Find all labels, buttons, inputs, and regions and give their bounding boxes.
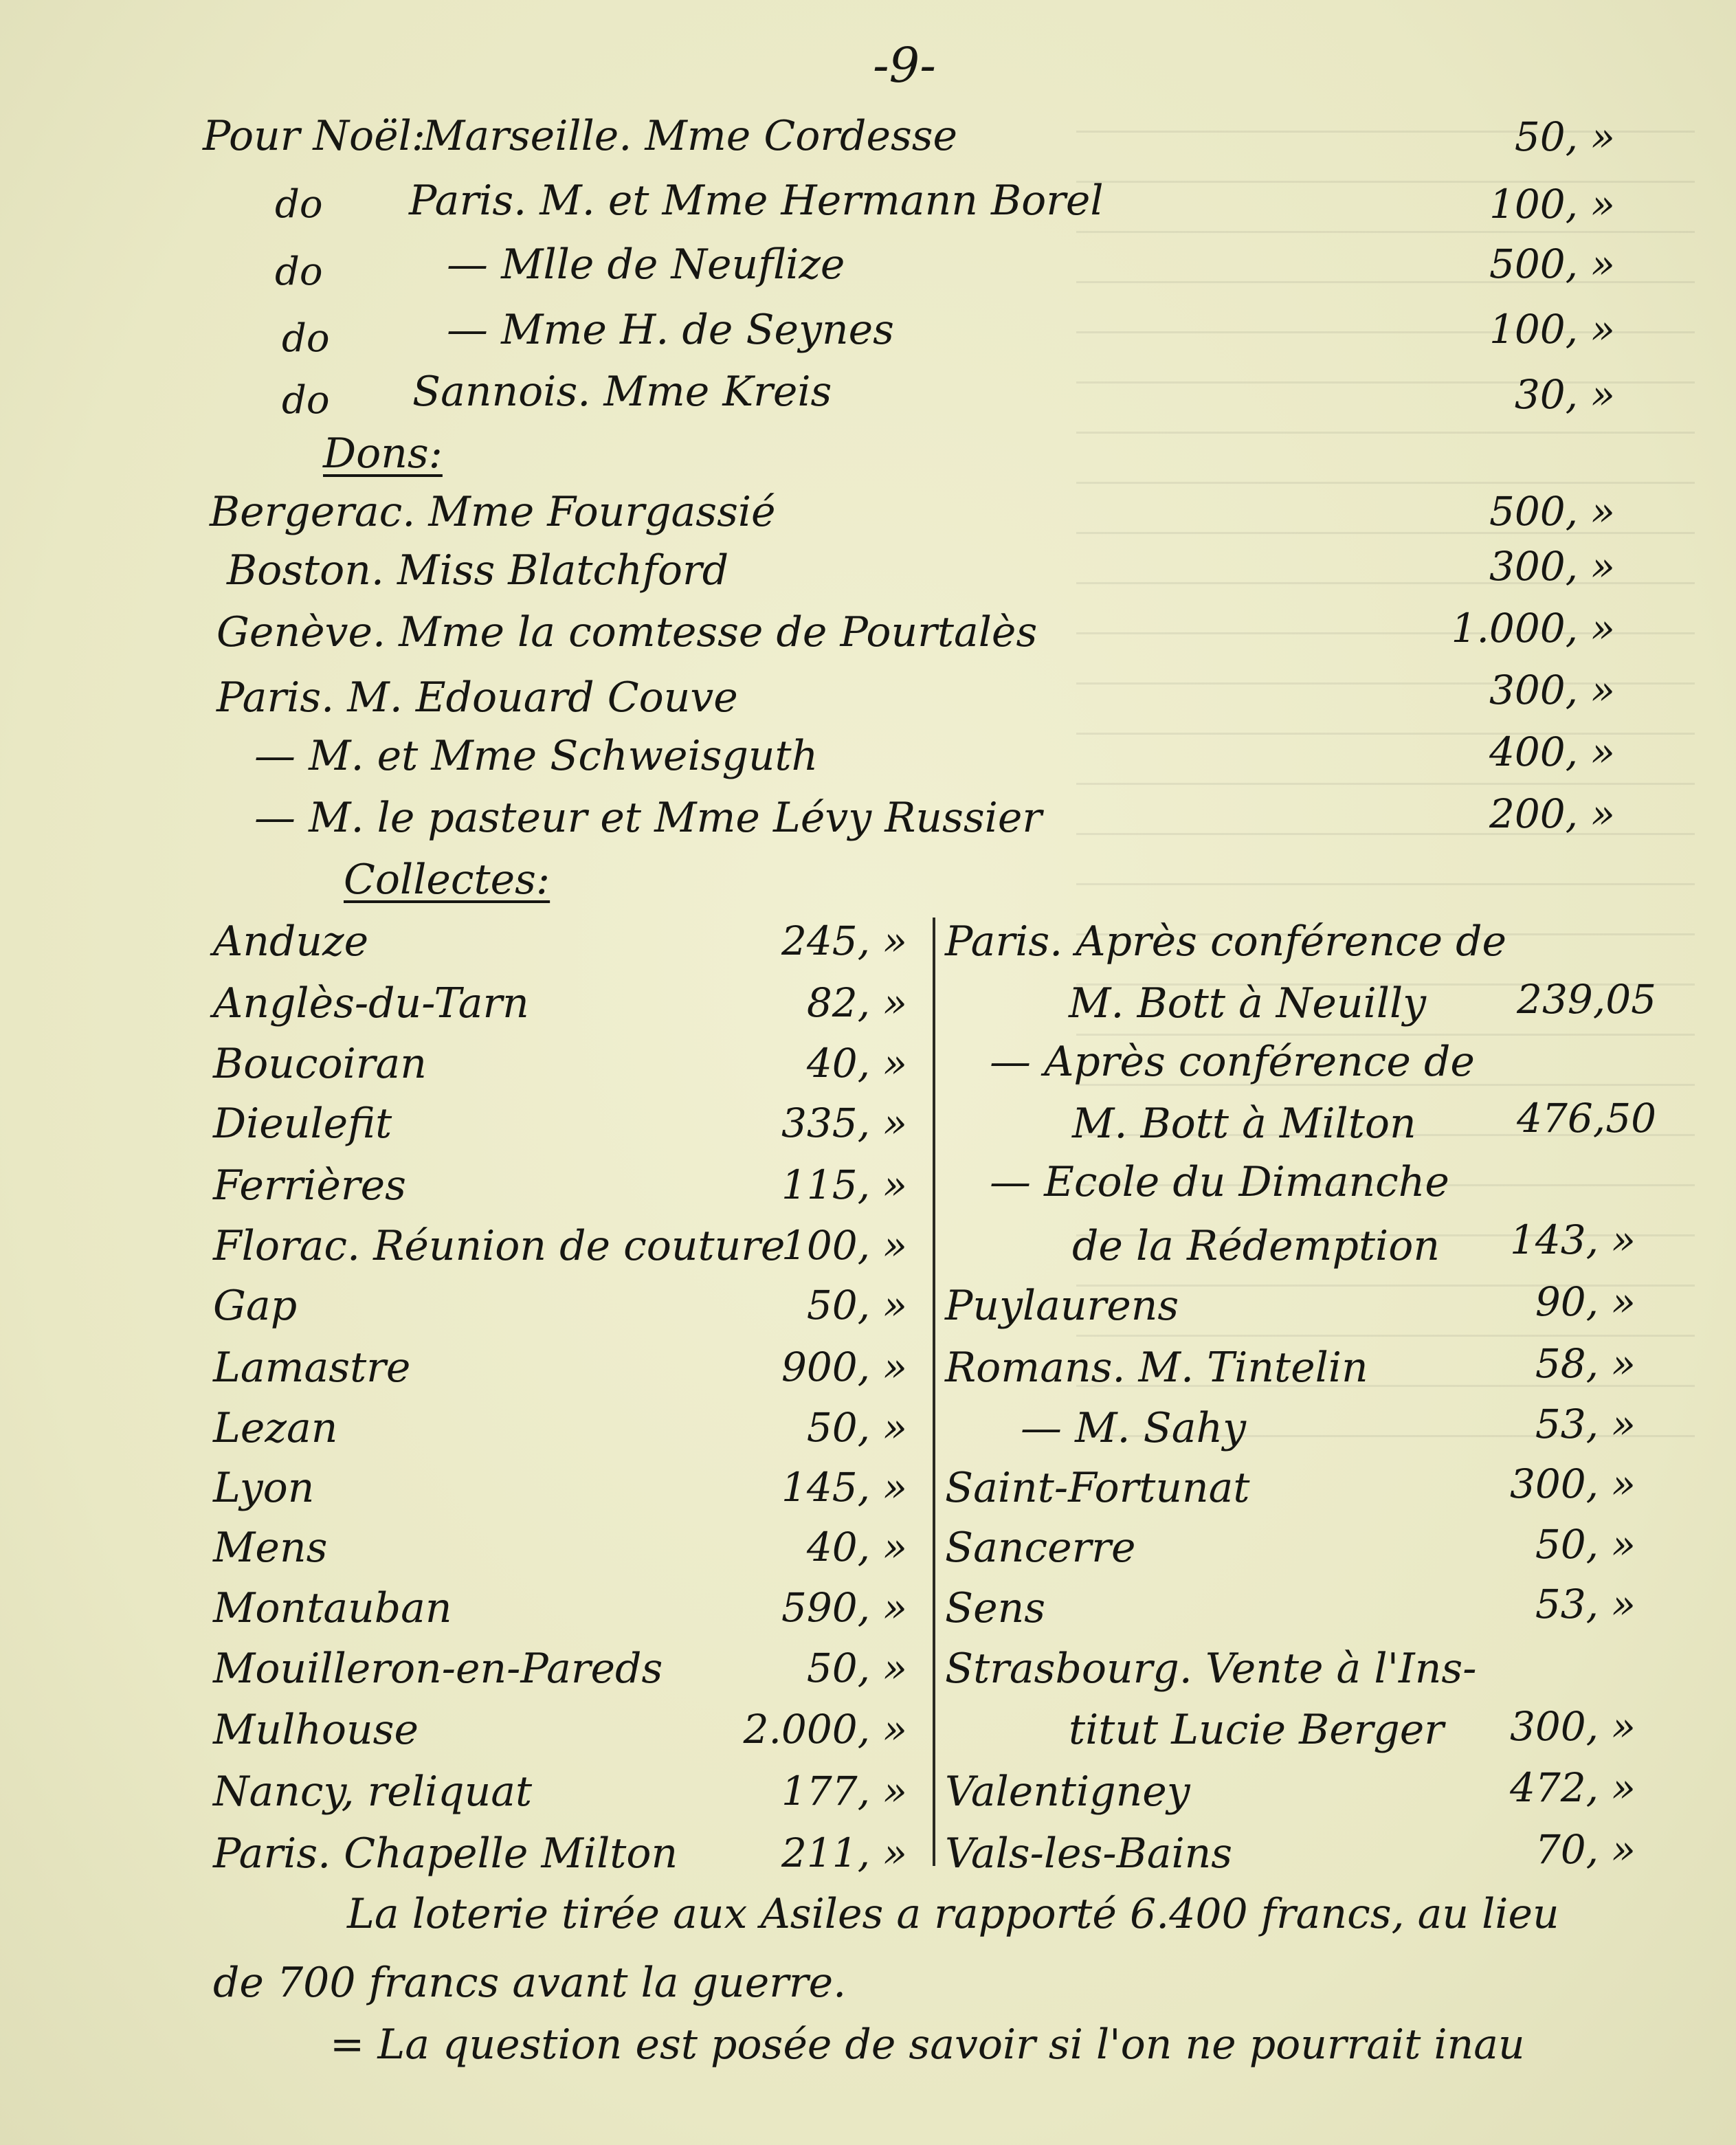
collecte-amount: 53, » (1535, 1581, 1636, 1627)
collecte-name: de la Rédemption (1072, 1222, 1440, 1270)
collecte-name: Valentigney (945, 1768, 1190, 1816)
ditto-mark: do (282, 378, 330, 423)
collecte-name: Anglès-du-Tarn (213, 979, 529, 1027)
noel-row-text: Paris. M. et Mme Hermann Borel (409, 177, 1104, 225)
don-row-text: Paris. M. Edouard Couve (216, 674, 738, 722)
collecte-amount: 70, » (1535, 1826, 1636, 1873)
collecte-name: Vals-les-Bains (945, 1830, 1233, 1878)
collecte-name: Lezan (213, 1404, 338, 1452)
collecte-amount: 40, » (806, 1040, 907, 1087)
collecte-name: Puylaurens (945, 1282, 1179, 1330)
collecte-amount: 50, » (806, 1404, 907, 1451)
collecte-amount: 211, » (781, 1830, 907, 1876)
collecte-name: Sens (945, 1584, 1046, 1632)
collecte-name: Ferrières (213, 1162, 406, 1210)
collecte-name: — M. Sahy (1021, 1404, 1247, 1452)
don-row-text: Bergerac. Mme Fourgassié (210, 488, 776, 536)
noel-row-text: Marseille. Mme Cordesse (423, 112, 958, 160)
collecte-amount: 245, » (781, 918, 907, 964)
collecte-name: Sancerre (945, 1524, 1136, 1572)
collecte-amount: 40, » (806, 1524, 907, 1570)
don-row-amount: 400, » (1489, 729, 1615, 775)
collecte-name: Paris. Chapelle Milton (213, 1830, 678, 1878)
don-row-text: — M. et Mme Schweisguth (254, 732, 819, 780)
don-row-text: Boston. Miss Blatchford (227, 546, 729, 594)
collectes-header: Collectes: (344, 856, 550, 904)
collecte-amount: 58, » (1535, 1340, 1636, 1387)
collecte-name: Saint-Fortunat (945, 1464, 1250, 1512)
collecte-amount: 100, » (781, 1222, 907, 1269)
collecte-amount: 590, » (781, 1584, 907, 1631)
noel-row-amount: 100, » (1489, 181, 1615, 227)
noel-row-amount: 30, » (1514, 371, 1615, 418)
collecte-amount: 335, » (781, 1100, 907, 1146)
collecte-name: Dieulefit (213, 1100, 392, 1148)
page-number: -9- (873, 37, 936, 93)
don-row-amount: 200, » (1489, 790, 1615, 837)
collecte-amount: 115, » (781, 1162, 907, 1208)
collecte-amount: 90, » (1535, 1278, 1636, 1325)
collecte-name: — Après conférence de (990, 1038, 1475, 1086)
collecte-name: Mens (213, 1524, 328, 1572)
collecte-amount: 145, » (781, 1464, 907, 1511)
collecte-amount: 472, » (1509, 1764, 1636, 1811)
noel-row-amount: 100, » (1489, 306, 1615, 353)
closing-line-3: = La question est posée de savoir si l'on ne pourrait inau (330, 2021, 1525, 2069)
column-divider (933, 918, 935, 1866)
collecte-name: Anduze (213, 918, 369, 966)
collecte-name: — Ecole du Dimanche (990, 1158, 1449, 1206)
closing-line-2: de 700 francs avant la guerre. (213, 1959, 847, 2007)
collecte-name: Mulhouse (213, 1706, 419, 1754)
don-row-amount: 500, » (1489, 488, 1615, 535)
don-row-text: Genève. Mme la comtesse de Pourtalès (216, 608, 1038, 656)
noel-row-amount: 500, » (1489, 241, 1615, 287)
collecte-amount: 50, » (806, 1645, 907, 1691)
collecte-name: Boucoiran (213, 1040, 427, 1088)
collecte-name: Montauban (213, 1584, 452, 1632)
ditto-mark: do (275, 182, 323, 227)
collecte-name: M. Bott à Milton (1072, 1100, 1416, 1148)
ditto-mark: do (282, 316, 330, 361)
collecte-name: Romans. M. Tintelin (945, 1344, 1368, 1392)
collecte-name: Nancy, reliquat (213, 1768, 533, 1816)
collecte-amount: 82, » (806, 979, 907, 1026)
collecte-amount: 50, » (1535, 1521, 1636, 1568)
collecte-name: Strasbourg. Vente à l'Ins- (945, 1645, 1477, 1693)
collecte-amount: 2.000, » (743, 1706, 907, 1753)
collecte-amount: 900, » (781, 1344, 907, 1390)
collecte-name: Paris. Après conférence de (945, 918, 1507, 966)
collecte-amount: 300, » (1509, 1460, 1636, 1507)
collecte-name: Lamastre (213, 1344, 411, 1392)
collecte-name: Lyon (213, 1464, 315, 1512)
noel-row-text: — Mlle de Neuflize (447, 241, 845, 289)
don-row-amount: 300, » (1489, 543, 1615, 590)
closing-line-1: La loterie tirée aux Asiles a rapporté 6.400 francs, au lieu (347, 1890, 1559, 1938)
collecte-amount: 143, » (1509, 1216, 1636, 1263)
ditto-mark: do (275, 249, 323, 294)
collecte-amount: 53, » (1535, 1401, 1636, 1447)
collecte-amount: 239,05 (1517, 976, 1656, 1023)
don-row-text: — M. le pasteur et Mme Lévy Russier (254, 794, 1043, 842)
collecte-name: titut Lucie Berger (1069, 1706, 1444, 1754)
collecte-amount: 476,50 (1517, 1095, 1656, 1142)
don-row-amount: 300, » (1489, 667, 1615, 713)
don-row-amount: 1.000, » (1451, 605, 1615, 652)
collecte-name: M. Bott à Neuilly (1069, 979, 1427, 1027)
collecte-amount: 50, » (806, 1282, 907, 1329)
noel-header: Pour Noël: (203, 112, 425, 160)
collecte-name: Mouilleron-en-Pareds (213, 1645, 663, 1693)
collecte-amount: 300, » (1509, 1703, 1636, 1750)
collecte-amount: 177, » (781, 1768, 907, 1814)
collecte-name: Florac. Réunion de couture (213, 1222, 786, 1270)
noel-row-text: Sannois. Mme Kreis (412, 368, 832, 416)
noel-row-text: — Mme H. de Seynes (447, 306, 894, 354)
collecte-name: Gap (213, 1282, 298, 1330)
noel-row-amount: 50, » (1514, 113, 1615, 160)
dons-header: Dons: (323, 430, 443, 478)
